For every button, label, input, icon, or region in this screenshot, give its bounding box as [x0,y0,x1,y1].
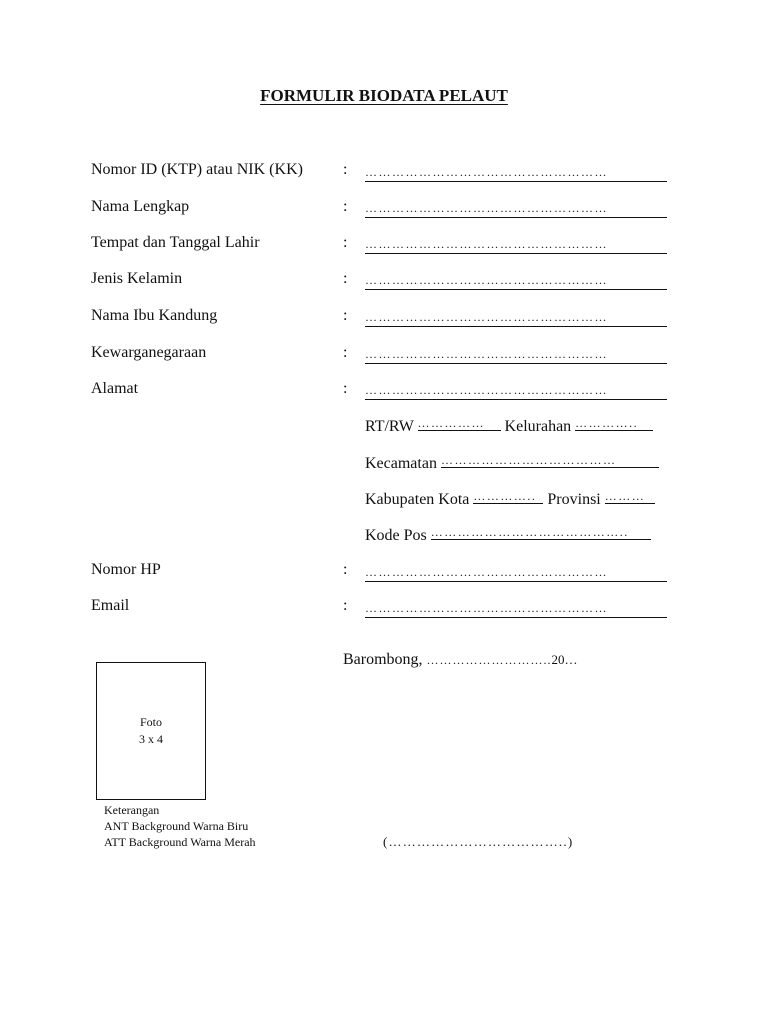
rtrw-input[interactable]: …………… [418,416,501,431]
field-colon: : [343,198,348,215]
field-colon: : [343,270,348,287]
place-label: Barombong, [343,651,423,668]
field-input-kewarganegaraan[interactable]: ……………………………………………… [365,346,667,364]
field-input-alamat[interactable]: ……………………………………………… [365,382,667,400]
kelurahan-label: Kelurahan [504,418,572,435]
form-title: FORMULIR BIODATA PELAUT [260,86,508,105]
kelurahan-input[interactable]: ………….. [575,416,653,431]
year-label: 20… [551,652,578,667]
field-input-jenis-kelamin[interactable]: ……………………………………………… [365,272,667,290]
field-input-ttl[interactable]: ……………………………………………… [365,236,667,254]
field-label: Nomor ID (KTP) atau NIK (KK) [91,161,303,178]
notes-line-att: ATT Background Warna Merah [104,835,256,849]
field-colon: : [343,561,348,578]
field-label: Email [91,597,130,614]
address-kabupaten-row [365,489,655,509]
address-kodepos-row [365,525,651,545]
field-colon: : [343,234,348,251]
field-label: Nama Ibu Kandung [91,307,218,324]
field-label: Kewarganegaraan [91,344,207,361]
photo-size: 3 x 4 [139,732,163,746]
kodepos-label: Kode Pos [365,527,427,544]
field-colon: : [343,307,348,324]
field-label: Alamat [91,380,139,397]
photo-label: Foto [139,715,162,729]
field-label: Nomor HP [91,561,161,578]
kecamatan-label: Kecamatan [365,455,437,472]
signature-name-line[interactable]: (………………………………..) [383,834,574,849]
field-label: Jenis Kelamin [91,270,183,287]
provinsi-input[interactable]: ……… [605,489,655,504]
provinsi-label: Provinsi [547,491,601,508]
kabupaten-input[interactable]: ………….. [473,489,543,504]
field-colon: : [343,161,348,178]
notes-heading: Keterangan [104,803,160,817]
kecamatan-input[interactable]: ………………………………… [441,453,659,468]
field-label: Tempat dan Tanggal Lahir [91,234,260,251]
address-kecamatan-row [365,453,659,473]
photo-box [96,662,206,800]
date-input[interactable]: ……………………….. [426,653,552,667]
field-colon: : [343,380,348,397]
field-input-nama-ibu[interactable]: ……………………………………………… [365,309,667,327]
notes-line-ant: ANT Background Warna Biru [104,819,249,833]
field-colon: : [343,344,348,361]
field-label: Nama Lengkap [91,198,190,215]
address-rtrw-row [365,416,653,436]
kabupaten-label: Kabupaten Kota [365,491,470,508]
field-input-email[interactable]: ……………………………………………… [365,600,667,618]
rtrw-label: RT/RW [365,418,414,435]
kodepos-input[interactable]: …………………………………….. [431,525,651,540]
field-input-nomor-hp[interactable]: ……………………………………………… [365,564,667,582]
field-colon: : [343,597,348,614]
field-input-nama-lengkap[interactable]: ……………………………………………… [365,200,667,218]
place-date [343,651,578,669]
field-input-nomor-id[interactable]: ……………………………………………… [365,164,667,182]
